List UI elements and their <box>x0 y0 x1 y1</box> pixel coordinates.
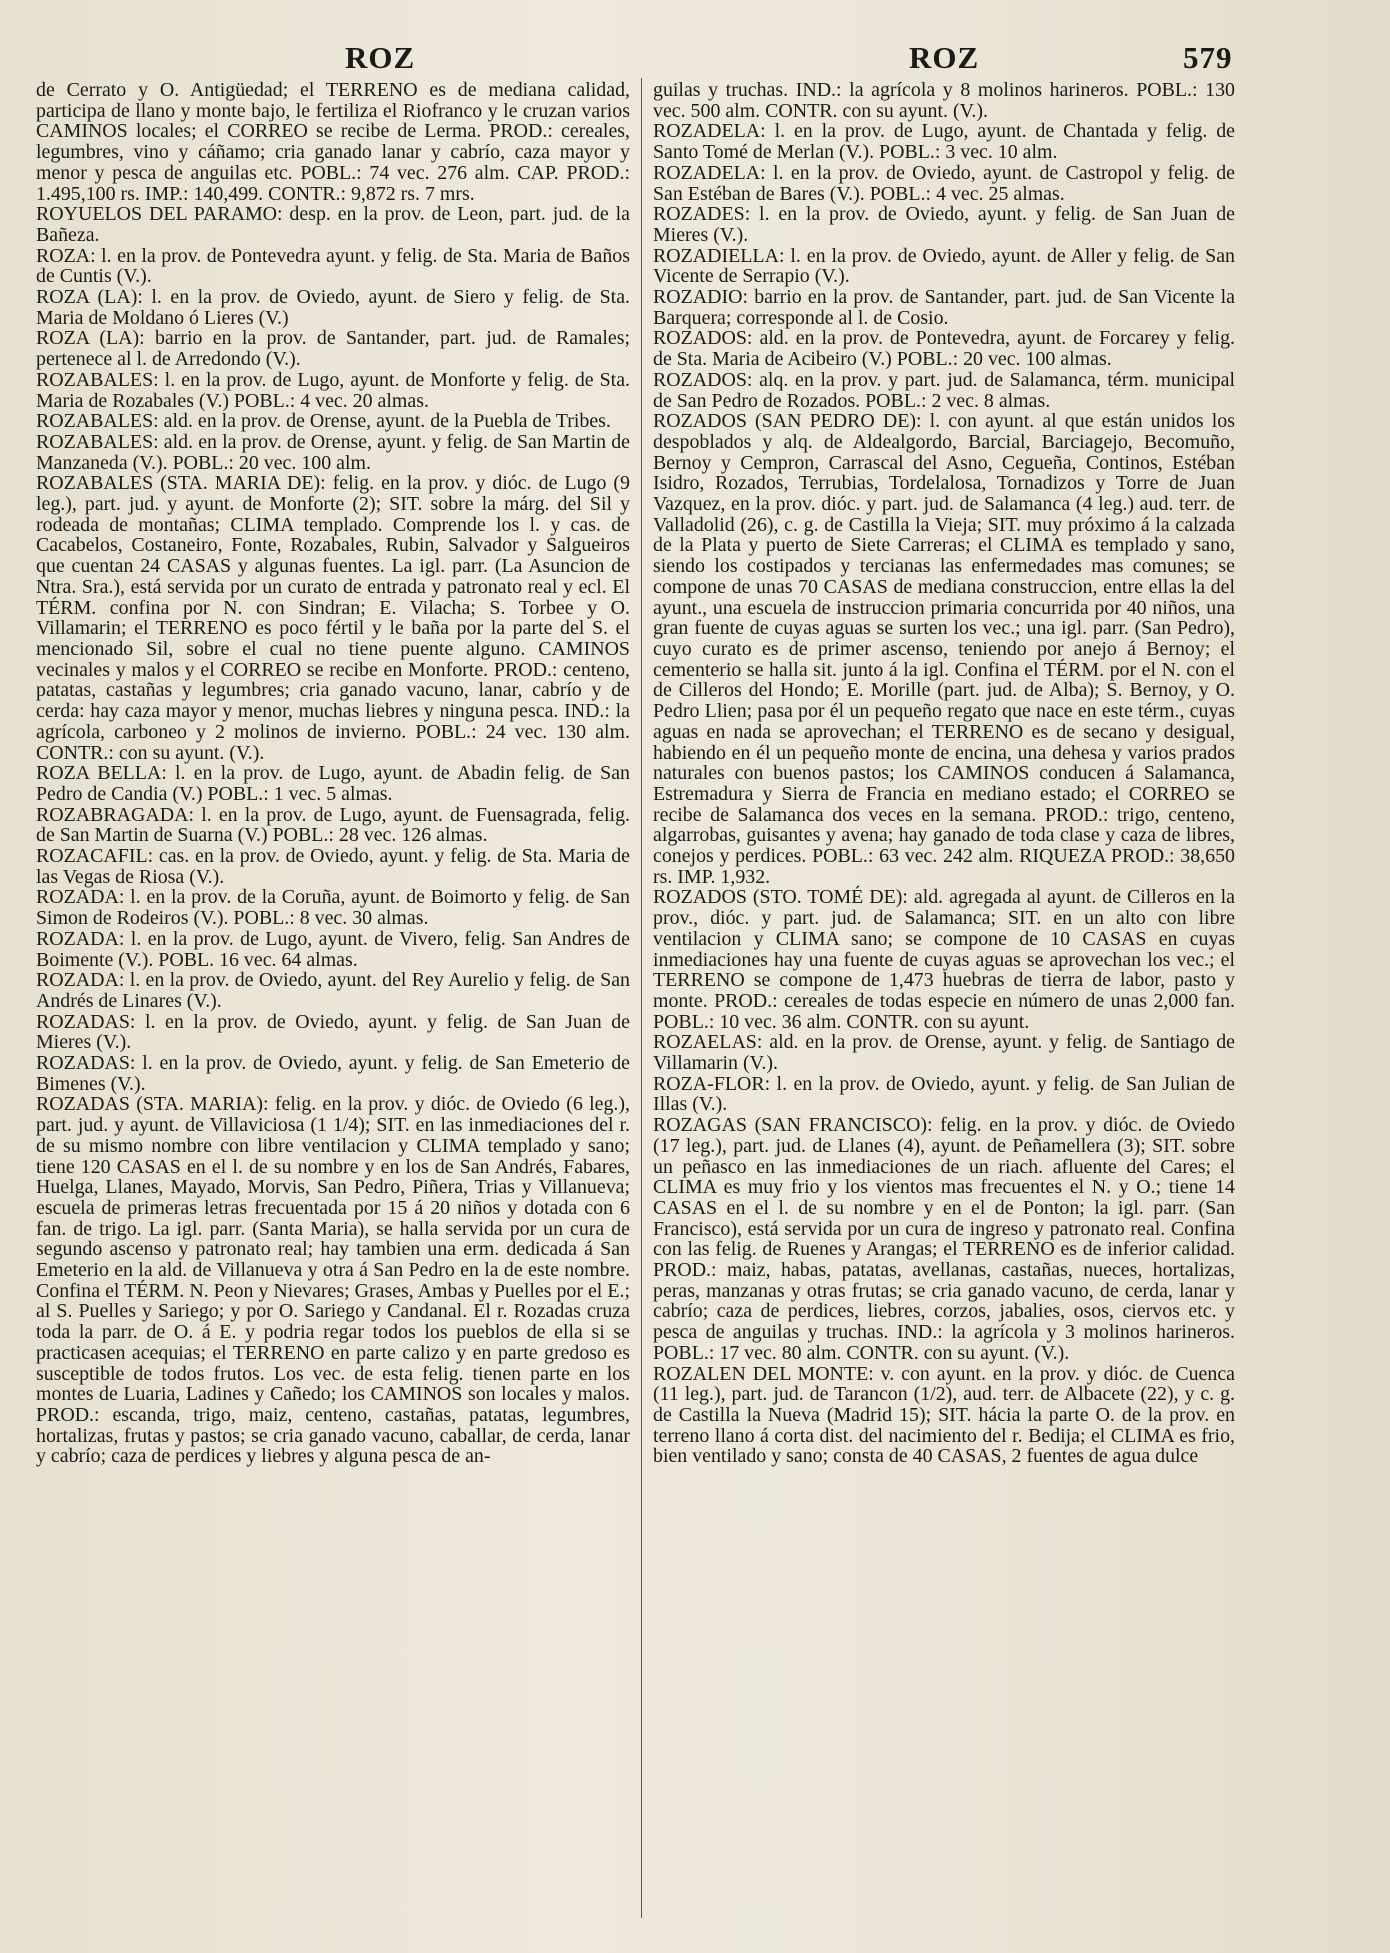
entry-rozadio: ROZADIO: barrio en la prov. de Santander, part. jud. de San Vicente la Barquera; corresponde al l. de Cosio. <box>653 286 1235 329</box>
page-number: 579 <box>1183 40 1233 75</box>
entry-roza-flor: ROZA-FLOR: l. en la prov. de Oviedo, ayunt. y felig. de San Julian de Illas (V.). <box>653 1072 1235 1116</box>
entry-rozadas-mieres: ROZADAS: l. en la prov. de Oviedo, ayunt. y felig. de San Juan de Mieres (V.). <box>36 1010 630 1054</box>
entry-rozades: ROZADES: l. en la prov. de Oviedo, ayunt. y felig. de San Juan de Mieres (V.). <box>653 203 1235 246</box>
entry-rozabales-orense-2: ROZABALES: ald. en la prov. de Orense, ayunt. y felig. de San Martin de Manzaneda (V.). POBL.: 20 vec. 100 alm. <box>36 430 630 474</box>
entry-rozada-lugo: ROZADA: l. en la prov. de Lugo, ayunt. de Vivero, felig. San Andres de Boimente (V.). POBL. 16 vec. 64 almas. <box>36 927 630 971</box>
entry-rozaelas: ROZAELAS: ald. en la prov. de Orense, ayunt. y felig. de Santiago de Villamarin (V.). <box>653 1031 1235 1075</box>
entry-rozadiella: ROZADIELLA: l. en la prov. de Oviedo, ayunt. de Aller y felig. de San Vicente de Serrapio (V.). <box>653 244 1235 288</box>
entry-rozabales-orense-1: ROZABALES: ald. en la prov. de Orense, ayunt. de la Puebla de Tribes. <box>36 410 611 433</box>
entry-rozadela-lugo: ROZADELA: l. en la prov. de Lugo, ayunt. de Chantada y felig. de Santo Tomé de Merlan (V.). POBL.: 3 vec. 10 alm. <box>653 120 1235 164</box>
right-running-head: ROZ <box>909 40 980 75</box>
entry-rozabales-sta-maria: ROZABALES (STA. MARIA DE): felig. en la prov. y dióc. de Lugo (9 leg.), part. jud. y ayunt. de Monforte (2); SIT. sobre la márg. del Sil y rodeada de montañas; CLIMA templado. Comprende los l. y cas. de Cacabelos, Costaneiro, Fonte, Rozabales, Rubin, Salvador y Salgueiros que cuentan 24 CASAS y algunas fuentes. La igl. parr. (La Asuncion de Ntra. Sra.), está servida por un curato de entrada y patronato real y ecl. El TÉRM. confina por N. con Sindran; E. Vilacha; S. Torbee y O. Villamarin; el TERRENO es poco fértil y le baña por la parte del S. el mencionado Sil, sobre el cual no tiene puente alguno. CAMINOS vecinales y malos y el CORREO se recibe en Monforte. PROD.: centeno, patatas, castañas y legumbres; cria ganado vacuno, lanar, cabrío y de cerda: hay caza mayor y menor, muchas liebres y ninguna pesca. IND.: la agrícola, carboneo y 2 molinos de invierno. POBL.: 24 vec. 130 alm. CONTR.: con su ayunt. (V.). <box>36 472 630 764</box>
entry-rozabragada: ROZABRAGADA: l. en la prov. de Lugo, ayunt. de Fuensagrada, felig. de San Martin de Suarna (V.) POBL.: 28 vec. 126 almas. <box>36 803 630 847</box>
entry-rozados-san-pedro: ROZADOS (SAN PEDRO DE): l. con ayunt. al que están unidos los despoblados y alq. de Aldealgordo, Barcial, Barciagejo, Becomuño, Bernoy y Cempron, Carrascal del Asno, Cegueña, Continos, Estéban Isidro, Rozados, Terrubias, Tordelalosa, Tornadizos y Torre de Juan Vazquez, en la prov. dióc. y part. jud. de Salamanca (4 leg.) aud. terr. de Valladolid (26), c. g. de Castilla la Vieja; SIT. muy próximo á la calzada de la Plata y puerto de Siete Carreras; el CLIMA es templado y sano, siendo los costipados y tercianas las enfermedades mas comunes; se compone de unas 70 CASAS de mediana construccion, entre ellas la del ayunt., una escuela de instruccion primaria concurrida por 40 niños, una gran fuente de cuyas aguas se surten los vec.; una igl. parr. (San Pedro), cuyo curato es de primer ascenso, teniendo por anejo á Bernoy; el cementerio se halla sit. junto á la igl. Confina el TÉRM. por el N. con el de Cilleros del Hondo; E. Morille (part. jud. de Alba); S. Bernoy, y O. Pedro Llien; pasa por él un pequeño regato que nace en este térm., cuyas aguas en nada se aprovechan; el TERRENO es de secano y desigual, habiendo en él un pequeño monte de encina, una dehesa y varios prados naturales con buenos pastos; los CAMINOS conducen á Salamanca, Estremadura y Sierra de Francia en mediano estado; el CORREO se recibe de Salamanca dos veces en la semana. PROD.: trigo, centeno, algarrobas, guisantes y avena; hay ganado de toda clase y caza de libres, conejos y perdices. POBL.: 63 vec. 242 alm. RIQUEZA PROD.: 38,650 rs. IMP. 1,932. <box>653 410 1235 888</box>
entry-continuation: guilas y truchas. IND.: la agrícola y 8 molinos harineros. POBL.: 130 vec. 500 alm. CONTR. con su ayunt. (V.). <box>653 79 1235 122</box>
entry-rozada-coruna: ROZADA: l. en la prov. de la Coruña, ayunt. de Boimorto y felig. de San Simon de Rodeiros (V.). POBL.: 8 vec. 30 almas. <box>36 886 630 930</box>
left-running-head: ROZ <box>345 40 416 75</box>
entry-rozadas-bimenes: ROZADAS: l. en la prov. de Oviedo, ayunt. y felig. de San Emeterio de Bimenes (V.). <box>36 1052 630 1095</box>
entry-rozados-sto-tome: ROZADOS (STO. TOMÉ DE): ald. agregada al ayunt. de Cilleros en la prov., dióc. y part. jud. de Salamanca; SIT. en un alto con libre ventilacion y CLIMA sano; se compone de 10 CASAS en cuyas inmediaciones hay una fuente de cuyas aguas se aprovechan los vec.; el TERRENO se compone de 1,473 huebras de tierra de labor, pasto y monte. PROD.: cereales de todas especie en número de unas 2,000 fan. POBL.: 10 vec. 36 alm. CONTR. con su ayunt. <box>653 886 1235 1033</box>
entry-rozados-pontevedra: ROZADOS: ald. en la prov. de Pontevedra, ayunt. de Forcarey y felig. de Sta. Maria de Acibeiro (V.) POBL.: 20 vec. 100 almas. <box>653 327 1235 371</box>
entry-roza-la-santander: ROZA (LA): barrio en la prov. de Santander, part. jud. de Ramales; pertenece al l. de Arredondo (V.). <box>36 327 630 371</box>
entry-roza-pontevedra: ROZA: l. en la prov. de Pontevedra ayunt. y felig. de Sta. Maria de Baños de Cuntis (V.). <box>36 244 630 288</box>
entry-rozabales-lugo: ROZABALES: l. en la prov. de Lugo, ayunt. de Monforte y felig. de Sta. Maria de Rozabales (V.) POBL.: 4 vec. 20 almas. <box>36 368 630 412</box>
column-rule <box>641 78 642 1918</box>
entry-rozados-salamanca: ROZADOS: alq. en la prov. y part. jud. de Salamanca, térm. municipal de San Pedro de Rozados. POBL.: 2 vec. 8 almas. <box>653 368 1235 412</box>
entry-rozadela-oviedo: ROZADELA: l. en la prov. de Oviedo, ayunt. de Castropol y felig. de San Estéban de Bares (V.). POBL.: 4 vec. 25 almas. <box>653 161 1235 205</box>
entry-roza-la-oviedo: ROZA (LA): l. en la prov. de Oviedo, ayunt. de Siero y felig. de Sta. Maria de Moldano ó Lieres (V.) <box>36 286 630 329</box>
entry-royuelos-del-paramo: ROYUELOS DEL PARAMO: desp. en la prov. de Leon, part. jud. de la Bañeza. <box>36 203 630 246</box>
entry-roza-bella: ROZA BELLA: l. en la prov. de Lugo, ayunt. de Abadin felig. de San Pedro de Candia (V.) POBL.: 1 vec. 5 almas. <box>36 762 630 805</box>
right-column <box>653 80 1235 1467</box>
entry-rozalen-del-monte: ROZALEN DEL MONTE: v. con ayunt. en la prov. y dióc. de Cuenca (11 leg.), part. jud. de Tarancon (1/2), aud. terr. de Albacete (22), y c. g. de Castilla la Nueva (Madrid 15); SIT. hácia la parte O. de la prov. en terreno llano á corta dist. del nacimiento del r. Bedija; el CLIMA es frio, bien ventilado y sano; consta de 40 CASAS, 2 fuentes de agua dulce <box>653 1362 1235 1468</box>
entry-rozagas: ROZAGAS (SAN FRANCISCO): felig. en la prov. y dióc. de Oviedo (17 leg.), part. jud. de Llanes (4), ayunt. de Peñamellera (3); SIT. sobre un peñasco en las inmediaciones de un riach. afluente del Cares; el CLIMA es muy frio y los vientos mas frecuentes el N. y O.; tiene 14 CASAS en el l. de su nombre y en el de Ponton; la igl. parr. (San Francisco), está servida por un cura de ingreso y patronato real. Confina con las felig. de Ruenes y Arangas; el TERRENO es de inferior calidad. PROD.: maiz, habas, patatas, avellanas, castañas, nueces, hortalizas, peras, manzanas y otras frutas; se cria ganado vacuno, de cerda, lanar y cabrío; caza de perdices, liebres, corzos, jabalies, osos, ciervos etc. y pesca de anguilas y truchas. IND.: la agrícola y 3 molinos harineros. POBL.: 17 vec. 80 alm. CONTR. con su ayunt. (V.). <box>653 1114 1235 1364</box>
left-column <box>36 80 630 1467</box>
entry-rozada-oviedo: ROZADA: l. en la prov. de Oviedo, ayunt. del Rey Aurelio y felig. de San Andrés de Linares (V.). <box>36 969 630 1012</box>
entry-rozadas-sta-maria: ROZADAS (STA. MARIA): felig. en la prov. y dióc. de Oviedo (6 leg.), part. jud. y ayunt. de Villaviciosa (1 1/4); SIT. en las inmediaciones del r. de su mismo nombre con libre ventilacion y CLIMA templado y sano; tiene 120 CASAS en el l. de su nombre y en los de San Andrés, Fabares, Huelga, Llanes, Mayado, Morvis, San Pedro, Piñera, Trias y Villanueva; escuela de primeras letras frecuentada por 15 á 20 niños y dotada con 6 fan. de trigo. La igl. parr. (Santa Maria), se halla servida por un cura de segundo ascenso y patronato real; hay tambien una erm. dedicada á San Emeterio en la ald. de Villanueva y otra á San Pedro en la de este nombre. Confina el TÉRM. N. Peon y Nievares; Grases, Ambas y Puelles por el E.; al S. Puelles y Sariego; y por O. Sariego y Candanal. El r. Rozadas cruza toda la parr. de O. á E. y podria regar todos los pueblos de ella si se practicasen acequias; el TERRENO en parte calizo y en parte gredoso es susceptible de todos frutos. Los vec. de esta felig. tienen parte en los montes de Luaria, Ladines y Cañedo; los CAMINOS son locales y malos. PROD.: escanda, trigo, maiz, centeno, castañas, patatas, legumbres, hortalizas, frutas y pastos; se cria ganado vacuno, caballar, de cerda, lanar y cabrío; caza de perdices y liebres y alguna pesca de an- <box>36 1093 630 1468</box>
entry-continuation: de Cerrato y O. Antigüedad; el TERRENO es de mediana calidad, participa de llano y monte bajo, le fertiliza el Riofranco y le cruzan varios CAMINOS locales; el CORREO se recibe de Lerma. PROD.: cereales, legumbres, vino y cáñamo; cria ganado lanar y cabrío, caza mayor y menor y pesca de anguilas etc. POBL.: 74 vec. 276 alm. CAP. PROD.: 1.495,100 rs. IMP.: 140,499. CONTR.: 9,872 rs. 7 mrs. <box>36 79 630 205</box>
entry-rozacafil: ROZACAFIL: cas. en la prov. de Oviedo, ayunt. y felig. de Sta. Maria de las Vegas de Riosa (V.). <box>36 845 630 888</box>
